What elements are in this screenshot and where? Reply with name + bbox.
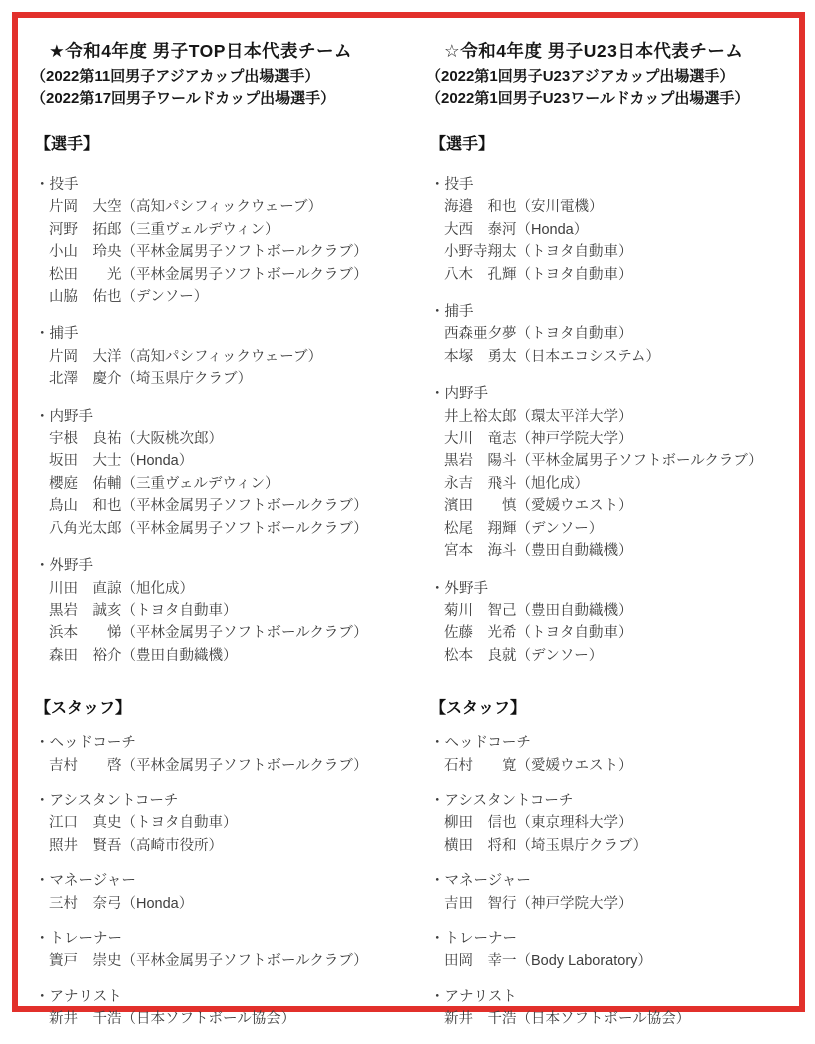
roster-group: [430, 870, 790, 915]
group-label: ・アナリスト: [35, 988, 122, 1005]
member-line: 吉田 智行（神戸学院大学）: [444, 895, 633, 912]
group-label: ・外野手: [430, 580, 488, 597]
member-line: 山脇 佑也（デンソー）: [49, 289, 209, 306]
member-line: 柳田 信也（東京理科大学）: [444, 815, 633, 832]
roster-group: [35, 406, 430, 540]
group-label: ・トレーナー: [430, 930, 517, 947]
roster-group: [35, 928, 430, 973]
member-line: 鳥山 和也（平林金属男子ソフトボールクラブ）: [49, 498, 368, 515]
staff-groups: [35, 732, 430, 1030]
roster-group: [430, 928, 790, 973]
member-line: 菊川 智己（豊田自動織機）: [444, 602, 633, 619]
group-label: ・アナリスト: [430, 988, 517, 1005]
roster-group: [430, 732, 790, 777]
group-label: ・内野手: [35, 408, 93, 425]
staff-heading: 【スタッフ】: [35, 700, 132, 718]
player-groups: [430, 174, 790, 667]
member-line: 北澤 慶介（埼玉県庁クラブ）: [49, 371, 253, 388]
member-line: 照井 賢吾（高崎市役所）: [49, 837, 223, 854]
member-line: 松尾 翔輝（デンソー）: [444, 520, 604, 537]
group-label: ・ヘッドコーチ: [430, 735, 531, 752]
team-column-men-u23: [426, 38, 790, 1044]
group-label: ・マネージャー: [430, 873, 531, 890]
member-line: 吉村 啓（平林金属男子ソフトボールクラブ）: [49, 757, 368, 774]
red-border-frame: [12, 12, 805, 1028]
group-label: ・アシスタントコーチ: [35, 792, 179, 809]
member-line: 大西 泰河（Honda）: [444, 221, 589, 238]
member-line: 簀戸 崇史（平林金属男子ソフトボールクラブ）: [49, 953, 368, 970]
member-line: 浜本 悌（平林金属男子ソフトボールクラブ）: [49, 625, 368, 642]
players-heading: 【選手】: [35, 136, 100, 153]
players-heading: 【選手】: [430, 136, 495, 153]
roster-group: [430, 790, 790, 857]
member-line: 西森亜夕夢（トヨタ自動車）: [444, 326, 633, 343]
member-line: 田岡 幸一（Body Laboratory）: [444, 953, 652, 970]
roster-group: [35, 174, 430, 308]
player-groups: [35, 174, 430, 667]
group-label: ・ヘッドコーチ: [35, 735, 136, 752]
member-line: 大川 竜志（神戸学院大学）: [444, 431, 633, 448]
member-line: 宮本 海斗（豊田自動織機）: [444, 543, 633, 560]
group-label: ・アシスタントコーチ: [430, 792, 574, 809]
member-line: 黒岩 誠亥（トヨタ自動車）: [49, 602, 238, 619]
member-line: 八角光太郎（平林金属男子ソフトボールクラブ）: [49, 520, 368, 537]
member-line: 新井 千浩（日本ソフトボール協会）: [444, 1011, 691, 1028]
roster-group: [430, 174, 790, 286]
team-title: ☆令和4年度 男子U23日本代表チーム: [444, 41, 744, 61]
member-line: 石村 寛（愛媛ウエスト）: [444, 757, 633, 774]
member-line: 三村 奈弓（Honda）: [49, 895, 194, 912]
member-line: 八木 孔輝（トヨタ自動車）: [444, 266, 633, 283]
roster-group: [35, 870, 430, 915]
roster-group: [35, 323, 430, 390]
roster-group: [430, 578, 790, 668]
member-line: 横田 将和（埼玉県庁クラブ）: [444, 837, 648, 854]
roster-group: [430, 301, 790, 368]
member-line: 本塚 勇太（日本エコシステム）: [444, 348, 661, 365]
group-label: ・投手: [35, 177, 79, 193]
member-line: 坂田 大士（Honda）: [49, 453, 194, 470]
member-line: 新井 千浩（日本ソフトボール協会）: [49, 1011, 296, 1028]
member-line: 松田 光（平林金属男子ソフトボールクラブ）: [49, 266, 368, 283]
member-line: 片岡 大空（高知パシフィックウェーブ）: [49, 199, 323, 216]
member-line: 松本 良就（デンソー）: [444, 647, 604, 664]
roster-group: [430, 383, 790, 562]
roster-columns: [18, 18, 799, 1044]
member-line: 片岡 大洋（高知パシフィックウェーブ）: [49, 348, 323, 365]
member-line: 濱田 慎（愛媛ウエスト）: [444, 498, 633, 515]
member-line: 河野 拓郎（三重ヴェルデウィン）: [49, 221, 280, 238]
member-line: 黒岩 陽斗（平林金属男子ソフトボールクラブ）: [444, 453, 763, 470]
team-subtitle: （2022第1回男子U23アジアカップ出場選手）: [426, 68, 735, 85]
member-line: 小山 玲央（平林金属男子ソフトボールクラブ）: [49, 244, 368, 261]
member-line: 森田 裕介（豊田自動織機）: [49, 647, 238, 664]
staff-groups: [430, 732, 790, 1030]
member-line: 井上裕太郎（環太平洋大学）: [444, 408, 633, 425]
member-line: 永吉 飛斗（旭化成）: [444, 475, 589, 492]
group-label: ・捕手: [430, 304, 474, 321]
group-label: ・捕手: [35, 326, 79, 343]
group-label: ・外野手: [35, 558, 93, 575]
roster-group: [35, 790, 430, 857]
member-line: 宇根 良祐（大阪桃次郎）: [49, 431, 223, 448]
team-column-men-top: [31, 38, 430, 1044]
group-label: ・内野手: [430, 386, 488, 403]
member-line: 海邉 和也（安川電機）: [444, 199, 604, 216]
group-label: ・投手: [430, 177, 474, 193]
team-subtitle: （2022第17回男子ワールドカップ出場選手）: [31, 89, 336, 107]
team-subtitle: （2022第1回男子U23ワールドカップ出場選手）: [426, 89, 750, 107]
roster-group: [35, 555, 430, 667]
team-title: ★令和4年度 男子TOP日本代表チーム: [49, 41, 352, 61]
member-line: 小野寺翔太（トヨタ自動車）: [444, 244, 633, 261]
member-line: 川田 直諒（旭化成）: [49, 580, 194, 597]
member-line: 佐藤 光希（トヨタ自動車）: [444, 625, 633, 642]
member-line: 江口 真史（トヨタ自動車）: [49, 815, 238, 832]
staff-heading: 【スタッフ】: [430, 700, 527, 718]
group-label: ・トレーナー: [35, 930, 122, 947]
team-subtitle: （2022第11回男子アジアカップ出場選手）: [31, 68, 320, 85]
member-line: 櫻庭 佑輔（三重ヴェルデウィン）: [49, 475, 280, 492]
group-label: ・マネージャー: [35, 873, 136, 890]
roster-group: [35, 732, 430, 777]
